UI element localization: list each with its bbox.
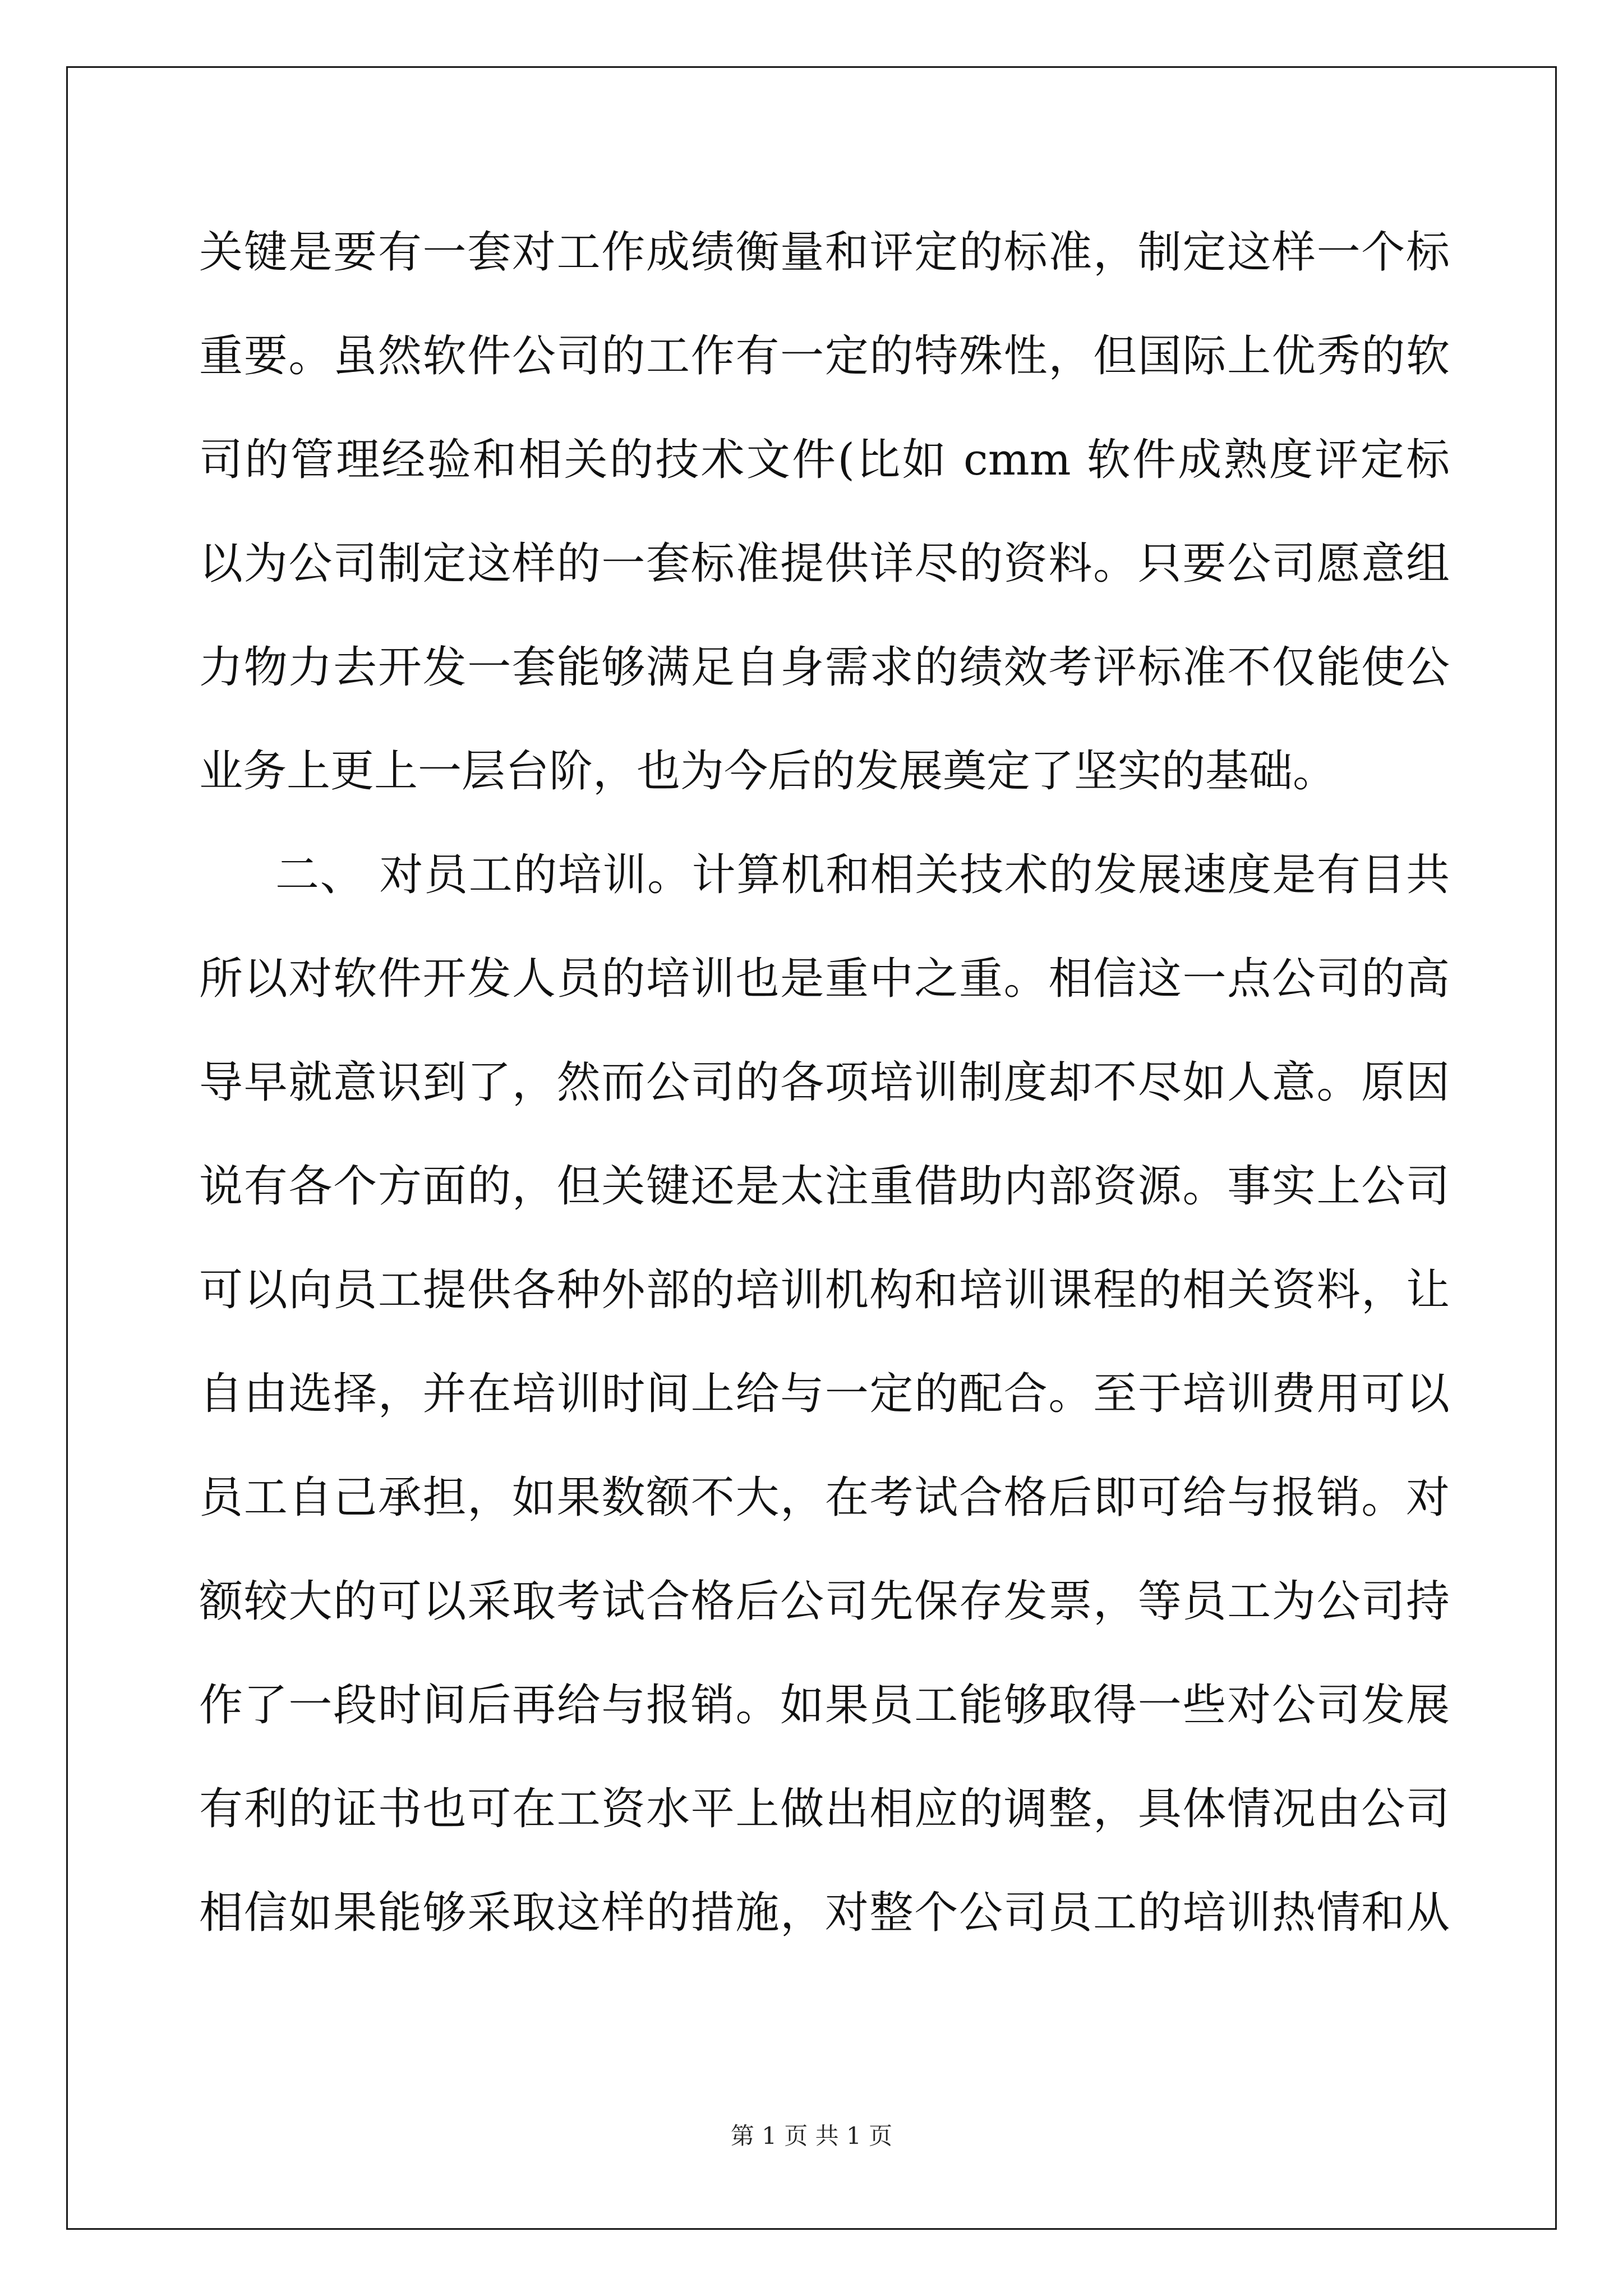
text-line: 司的管理经验和相关的技术文件(比如 cmm 软件成熟度评定标	[199, 435, 1450, 485]
text-line: 额较大的可以采取考试合格后公司先保存发票，等员工为公司持	[199, 1576, 1450, 1627]
text-line: 以为公司制定这样的一套标准提供详尽的资料。只要公司愿意组	[199, 539, 1450, 589]
text-line: 相信如果能够采取这样的措施，对整个公司员工的培训热情和从	[199, 1888, 1450, 1938]
text-line: 作了一段时间后再给与报销。如果员工能够取得一些对公司发展	[199, 1680, 1450, 1731]
text-line: 关键是要有一套对工作成绩衡量和评定的标准，制定这样一个标	[199, 227, 1450, 278]
text-line: 所以对软件开发人员的培训也是重中之重。相信这一点公司的高	[199, 954, 1450, 1004]
page-footer: 第 1 页 共 1 页	[730, 2122, 893, 2150]
text-line: 员工自己承担，如果数额不大，在考试合格后即可给与报销。对	[199, 1473, 1450, 1523]
text-line: 可以向员工提供各种外部的培训机构和培训课程的相关资料，让	[199, 1265, 1450, 1315]
text-line: 导早就意识到了，然而公司的各项培训制度却不尽如人意。原因	[199, 1057, 1450, 1108]
text-line: 自由选择，并在培训时间上给与一定的配合。至于培训费用可以	[199, 1369, 1450, 1419]
text-line: 二、 对员工的培训。计算机和相关技术的发展速度是有目共	[275, 850, 1450, 900]
text-line: 说有各个方面的，但关键还是太注重借助内部资源。事实上公司	[199, 1161, 1450, 1212]
text-line: 业务上更上一层台阶，也为今后的发展奠定了坚实的基础。	[199, 746, 1337, 797]
text-line: 重要。虽然软件公司的工作有一定的特殊性，但国际上优秀的软	[199, 331, 1450, 381]
text-line: 有利的证书也可在工资水平上做出相应的调整，具体情况由公司	[199, 1784, 1450, 1834]
text-line: 力物力去开发一套能够满足自身需求的绩效考评标准不仅能使公	[199, 642, 1450, 693]
document-body	[199, 201, 1450, 1965]
